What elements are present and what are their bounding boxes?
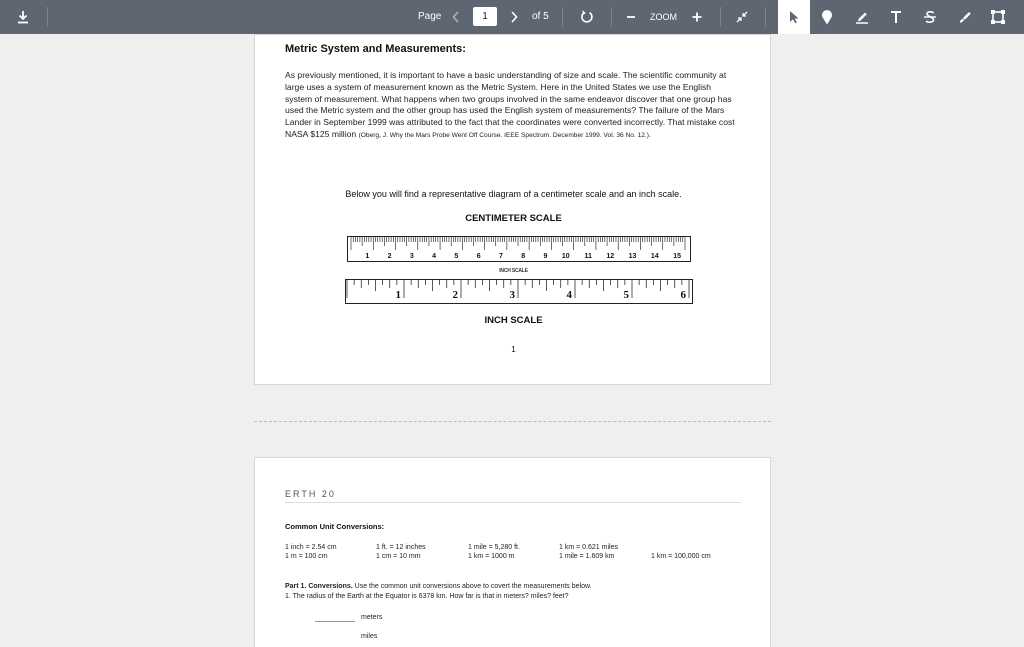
inch-ruler-image	[345, 279, 693, 304]
part1-text: Use the common unit conversions above to covert the measurements below.	[352, 583, 592, 590]
select-tool-button[interactable]	[778, 0, 810, 34]
conversion-col-2	[376, 543, 426, 561]
ruler-label: 4	[566, 289, 572, 301]
page-number-input[interactable]	[473, 7, 497, 26]
conversion-col-5	[651, 552, 711, 561]
zoom-in-icon	[691, 11, 703, 23]
centimeter-ruler-image	[347, 236, 691, 262]
pdf-toolbar	[0, 0, 1024, 34]
conversion-item: 1 km = 0.621 miles	[559, 544, 618, 551]
download-button[interactable]	[14, 8, 32, 26]
answer-unit-meters: meters	[361, 614, 383, 621]
intro-paragraph	[285, 70, 740, 142]
pen-tool-button[interactable]	[850, 6, 874, 28]
pin-icon	[821, 9, 833, 25]
rotate-button[interactable]	[578, 8, 596, 26]
zoom-label: ZOOM	[650, 12, 677, 22]
answer-unit-miles: miles	[361, 633, 378, 640]
ruler-label: 3	[409, 253, 414, 260]
citation: (Oberg, J. Why the Mars Probe Went Off Course. IEEE Spectrum. December 1999. Vol. 36 No. 12.).	[358, 131, 651, 139]
pdf-page-2	[254, 457, 771, 647]
page-number: 1	[511, 345, 516, 354]
toolbar-divider	[765, 7, 766, 27]
header-rule	[285, 502, 741, 503]
rectangle-tool-button[interactable]	[986, 6, 1010, 28]
ruler-label: 2	[452, 289, 458, 301]
next-page-button[interactable]	[506, 8, 522, 26]
paragraph-text: As previously mentioned, it is important to have a basic understanding of size and scale. The scientific community at large uses a system of measurement known as the Metric System. Here in the United States we use the English system of measurement. What happens when two groups involved in the same endeavor discover that one group has used the Metric system and the other group has used the English system of measurements? The failure of the Mars Lander in September 1999 was attributed to the fact that the coordinates were converted incorrectly. That mistake cost NASA $125 million	[285, 70, 735, 139]
question-1: 1. The radius of the Earth at the Equator is 6378 km. How far is that in meters? miles? feet?	[285, 593, 569, 600]
ruler-label: 14	[650, 253, 659, 260]
conversion-item: 1 inch = 2.54 cm	[285, 544, 337, 551]
part1-instructions	[285, 583, 592, 590]
conversion-col-1	[285, 543, 337, 561]
fit-page-button[interactable]	[733, 8, 751, 26]
pointer-icon	[788, 10, 800, 24]
page-divider	[254, 421, 771, 422]
conversion-item: 1 km = 1000 m	[468, 553, 515, 560]
conversion-col-3	[468, 543, 520, 561]
text-icon	[889, 10, 903, 24]
download-icon	[16, 10, 30, 24]
ruler-label: 1	[365, 253, 370, 260]
ruler-label: 13	[628, 253, 637, 260]
text-tool-button[interactable]	[884, 6, 908, 28]
ruler-label: 4	[432, 253, 437, 260]
ruler-label: 7	[498, 253, 503, 260]
ruler-label: 5	[454, 253, 459, 260]
chevron-right-icon	[509, 10, 519, 24]
ruler-label: 6	[680, 289, 686, 301]
page-count: of 5	[532, 11, 549, 22]
toolbar-divider	[611, 7, 612, 27]
ruler-label: 15	[673, 253, 681, 260]
diagram-intro: Below you will find a representative diagram of a centimeter scale and an inch scale.	[345, 189, 682, 199]
collapse-icon	[736, 11, 748, 23]
highlighter-icon	[958, 10, 972, 24]
ruler-label: 5	[623, 289, 629, 301]
conversion-item: 1 km = 100,000 cm	[651, 553, 711, 560]
ruler-label: 2	[387, 253, 392, 260]
conversion-item: 1 cm = 10 mm	[376, 553, 421, 560]
rectangle-icon	[990, 9, 1006, 25]
chevron-left-icon	[451, 10, 461, 24]
conversion-item: 1 mile = 5,280 ft.	[468, 544, 520, 551]
ruler-frame	[348, 237, 691, 262]
prev-page-button[interactable]	[448, 8, 464, 26]
zoom-out-button[interactable]	[624, 8, 638, 26]
ruler-label: 8	[521, 253, 526, 260]
document-viewer[interactable]	[0, 34, 1024, 640]
ruler-label: 6	[476, 253, 481, 260]
section-heading: Metric System and Measurements:	[285, 43, 466, 55]
strikethrough-tool-button[interactable]	[918, 6, 942, 28]
centimeter-scale-title: CENTIMETER SCALE	[465, 213, 562, 224]
rotate-icon	[580, 10, 594, 24]
page-label: Page	[418, 11, 442, 22]
answer-blank-meters[interactable]	[315, 621, 355, 622]
conversion-item: 1 m = 100 cm	[285, 553, 328, 560]
inch-scale-title: INCH SCALE	[484, 315, 543, 326]
highlighter-tool-button[interactable]	[953, 6, 977, 28]
course-header: ERTH 20	[285, 489, 336, 499]
conversion-col-4	[559, 543, 618, 561]
pdf-page-1	[254, 34, 771, 385]
inch-scale-small-label: INCH SCALE	[499, 268, 528, 274]
ruler-label: 3	[509, 289, 515, 301]
ruler-label: 10	[561, 253, 570, 260]
zoom-in-button[interactable]	[689, 8, 705, 26]
ruler-label: 1	[395, 289, 401, 301]
pen-icon	[855, 10, 869, 24]
conversion-item: 1 ft. = 12 inches	[376, 544, 426, 551]
strikethrough-icon	[923, 10, 937, 24]
ruler-label: 12	[606, 253, 615, 260]
pin-tool-button[interactable]	[815, 6, 839, 28]
ruler-label: 11	[584, 253, 592, 260]
ruler-label: 9	[543, 253, 548, 260]
zoom-out-icon	[625, 11, 637, 23]
part1-title: Part 1. Conversions.	[285, 583, 353, 590]
conversions-heading: Common Unit Conversions:	[285, 522, 385, 531]
toolbar-divider	[562, 7, 563, 27]
toolbar-divider	[720, 7, 721, 27]
toolbar-divider	[47, 7, 48, 27]
conversion-item: 1 mile = 1.609 km	[559, 553, 615, 560]
